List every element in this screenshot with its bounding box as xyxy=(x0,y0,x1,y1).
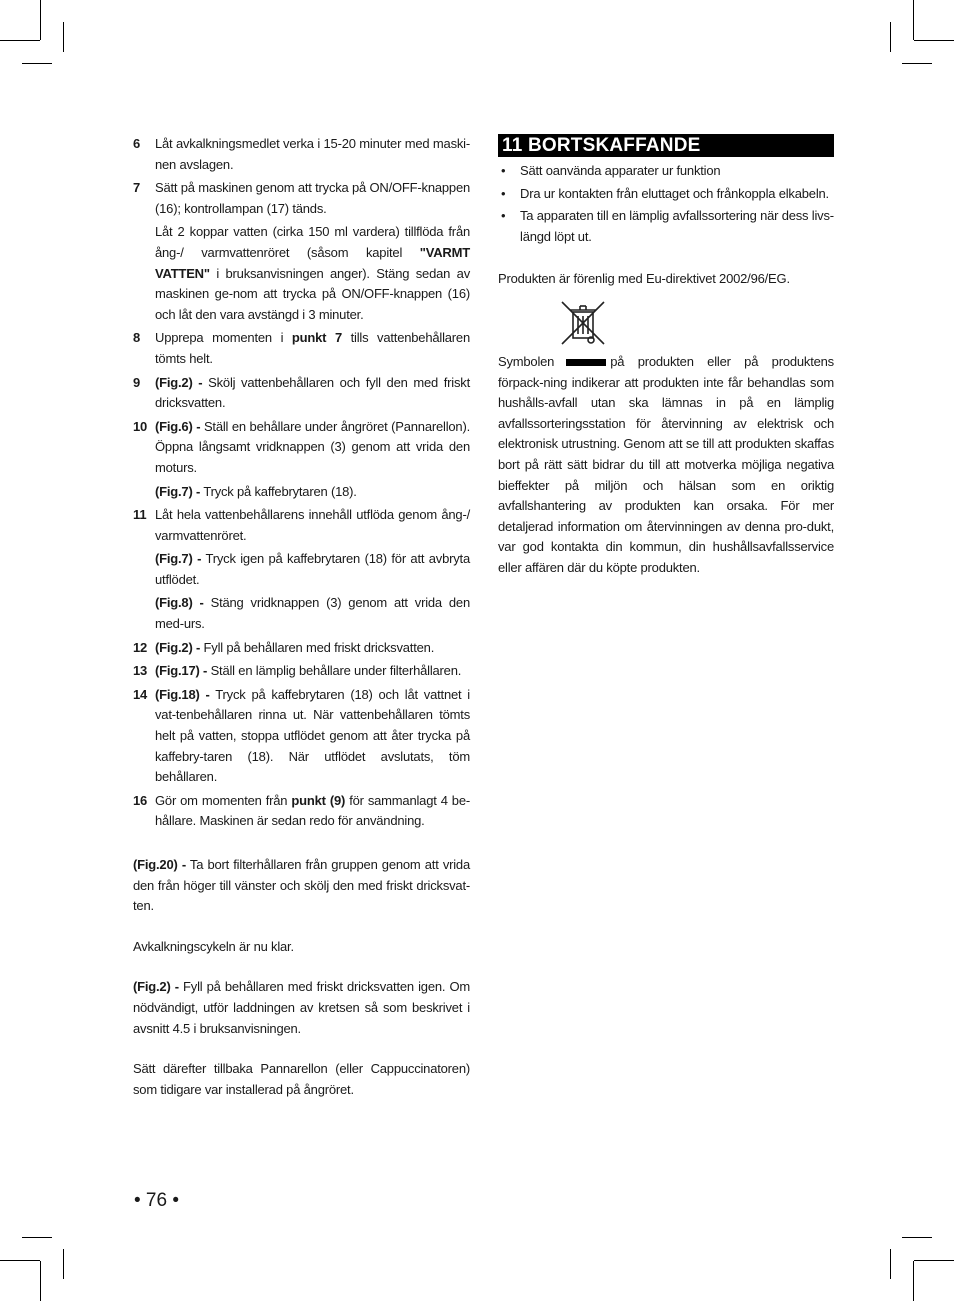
bullet-icon: • xyxy=(501,163,506,178)
left-column xyxy=(133,134,470,1100)
bold-text: (Fig.18) - xyxy=(155,686,210,702)
symbol-text: på produkten eller på produktens förpack-ning indikerar att produkten inte får behandlas som hushålls-avfall utan ska lämnas in på en lämplig avfallssorteringsstation för återvinning av elektrisk och elektronisk utrustning. Genom att se till att produkten skaffas bort på rätt sätt bidrar du till att motverka möjliga negativa bieffekter på miljön och hälsan som en oriktig avfallshantering av produkten kan orsaka. För mer detaljerad information om återvinningen av denna pro-dukt, var god kontakta din kommun, din hushållsavfallsservice eller affären där du köpte produkten. xyxy=(498,353,834,575)
crossed-out-wheelie-bin-icon xyxy=(558,298,608,348)
bold-text: "VARMT VATTEN" xyxy=(155,244,470,281)
crop-mark xyxy=(913,0,914,40)
symbol-prefix: Symbolen xyxy=(498,353,555,369)
crop-mark xyxy=(0,1260,40,1261)
paragraph: (Fig.20) - Ta bort filterhållaren från gruppen genom att vrida den från höger till vänster och skölj den med friskt dricksvat-ten. xyxy=(133,857,470,914)
right-column xyxy=(498,134,834,579)
step-continuation: (Fig.7) - Tryck igen på kaffebrytaren (18) för att avbryta utflödet. xyxy=(155,551,470,587)
step-item: 9 (Fig.2) - Skölj vattenbehållaren och fyll den med friskt dricksvatten. xyxy=(133,374,470,411)
bold-text: (Fig.7) - xyxy=(155,483,201,499)
step-item: 11 Låt hela vattenbehållarens innehåll utflöda genom ång-/ varmvattenröret. xyxy=(133,507,470,543)
step-item: 16 Gör om momenten från punkt (9) för sammanlagt 4 be-hållare. Maskinen är sedan redo för användning. xyxy=(133,792,470,829)
crop-mark xyxy=(914,40,954,41)
crop-mark xyxy=(890,22,891,52)
paragraph: Avkalkningscykeln är nu klar. xyxy=(133,938,294,954)
bullet-icon: • xyxy=(501,185,506,201)
crop-mark xyxy=(22,63,52,64)
step-number: 14 xyxy=(133,686,148,702)
step-number: 9 xyxy=(133,374,141,390)
crop-mark xyxy=(902,1237,932,1238)
crop-mark xyxy=(902,63,932,64)
descaling-paragraphs xyxy=(133,855,470,1100)
step-item: 8 Upprepa momenten i punkt 7 tills vattenbehållaren tömts helt. xyxy=(133,330,470,366)
weee-bar-symbol xyxy=(566,359,606,366)
step-number: 10 xyxy=(133,418,148,434)
step-number: 6 xyxy=(133,136,141,151)
step-number: 7 xyxy=(133,180,141,196)
step-continuation: (Fig.7) - Tryck på kaffebrytaren (18). xyxy=(155,483,357,499)
bold-text: (Fig.20) - xyxy=(133,857,186,872)
crop-mark xyxy=(22,1237,52,1238)
crop-mark xyxy=(40,0,41,40)
step-item: 7 Sätt på maskinen genom att trycka på ON/OFF-knappen (16); kontrollampan (17) tänds. xyxy=(133,180,470,216)
bold-text: (Fig.2) - xyxy=(155,374,203,390)
step-item: 13 (Fig.17) - Ställ en lämplig behållare under filterhållaren. xyxy=(133,661,470,682)
bold-text: (Fig.2) - xyxy=(133,979,179,995)
step-continuation: Låt 2 koppar vatten (cirka 150 ml vardera) tillflöda från ång-/ varmvattenröret (såsom kapitel "VARMT VATTEN" i bruksanvisningen anger). Stäng sedan av maskinen ge-nom att trycka på ON/OFF-knappen (16) och låt den vara avstängd i 3 minuter. xyxy=(155,224,470,322)
paragraph: Sätt därefter tillbaka Pannarellon (eller Cappuccinatoren) som tidigare var installerad på ångröret. xyxy=(133,1061,470,1097)
bold-text: (Fig.7) - xyxy=(155,551,202,567)
step-number: 8 xyxy=(133,330,141,346)
paragraph: (Fig.2) - Fyll på behållaren med friskt dricksvatten igen. Om nödvändigt, utför laddningen av kretsen så som beskrivet i avsnitt 4.5 i bruksanvisningen. xyxy=(133,979,470,1036)
disposal-bullet-list xyxy=(498,161,834,247)
crop-mark xyxy=(890,1249,891,1279)
directive-text: Produkten är förenlig med Eu-direktivet 2002/96/EG. xyxy=(498,271,790,287)
crop-mark xyxy=(40,1261,41,1301)
step-number: 13 xyxy=(133,663,148,679)
crop-mark xyxy=(63,22,64,52)
bold-text: punkt 7 xyxy=(291,330,342,346)
step-number: 11 xyxy=(133,507,147,523)
bold-text: (Fig.6) - xyxy=(155,418,201,434)
descaling-steps xyxy=(133,134,470,832)
bullet-item: • Sätt oanvända apparater ur funktion xyxy=(498,161,834,182)
step-number: 16 xyxy=(133,792,148,808)
bold-text: (Fig.2) - xyxy=(155,639,201,655)
crop-mark xyxy=(914,1260,954,1261)
symbol-paragraph xyxy=(498,352,834,579)
step-item: 10 (Fig.6) - Ställ en behållare under ångröret (Pannarellon). Öppna långsamt vridknappen (3) genom att vrida den moturs. xyxy=(133,418,470,475)
bold-text: (Fig.8) - xyxy=(155,595,204,611)
step-item: 12 (Fig.2) - Fyll på behållaren med friskt dricksvatten. xyxy=(133,638,470,659)
step-item: 14 (Fig.18) - Tryck på kaffebrytaren (18) och låt vattnet i vat-tenbehållaren rinna ut. När vattenbehållaren tömts helt på vatten, stoppa utflödet genom att åter trycka på kaffebry-taren (18). När utflödet avslutats, töm behållaren. xyxy=(133,686,470,785)
crop-mark xyxy=(63,1249,64,1279)
crop-mark xyxy=(0,40,40,41)
page-number: • 76 • xyxy=(134,1190,179,1211)
section-heading: 11 BORTSKAFFANDE xyxy=(498,134,834,157)
bold-text: punkt (9) xyxy=(291,792,346,808)
bold-text: (Fig.17) - xyxy=(155,663,208,679)
step-continuation: (Fig.8) - Stäng vridknappen (3) genom att vrida den med-urs. xyxy=(155,595,470,632)
bullet-icon: • xyxy=(501,208,506,224)
bullet-item: • Dra ur kontakten från eluttaget och frånkoppla elkabeln. xyxy=(498,184,834,205)
bullet-item: • Ta apparaten till en lämplig avfallssortering när dess livs-längd löpt ut. xyxy=(501,208,834,244)
crop-mark xyxy=(913,1261,914,1301)
step-item: 6 Låt avkalkningsmedlet verka i 15-20 minuter med maski-nen avslagen. xyxy=(133,136,470,172)
step-number: 12 xyxy=(133,639,148,655)
